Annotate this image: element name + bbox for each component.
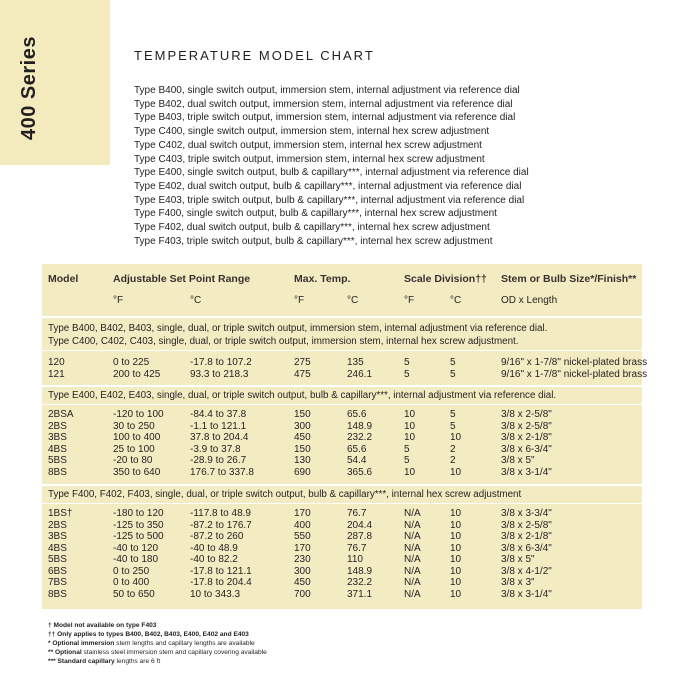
cell-scale-f: N/A [404,531,421,542]
cell-size: 3/8 x 5" [501,455,535,466]
type-description: Type F400, single switch output, bulb & capillary***, internal hex screw adjustment [134,208,497,220]
cell-scale-c: 5 [450,420,456,432]
cell-model: 121 [48,368,65,380]
cell-scale-f: N/A [404,519,421,531]
cell-range-f: 0 to 225 [113,357,150,368]
cell-max-f: 450 [294,577,311,588]
type-description: Type C403, triple switch output, immersion stem, internal hex screw adjustment [134,153,485,165]
cell-range-f: 30 to 250 [113,420,155,432]
cell-model: 2BSA [48,409,74,420]
cell-max-c: 232.2 [347,432,373,443]
cell-scale-c: 2 [450,455,456,466]
cell-range-c: -1.1 to 121.1 [190,420,247,432]
cell-size: 3/8 x 5" [501,554,535,565]
header-scale-division: Scale Division†† [404,273,487,285]
cell-range-c: -17.8 to 107.2 [190,357,252,368]
cell-max-c: 65.6 [347,409,367,420]
cell-max-c: 246.1 [347,368,373,380]
cell-size: 3/8 x 2-5/8" [501,519,552,531]
cell-max-c: 365.6 [347,466,373,478]
type-description: Type B402, dual switch output, immersion stem, internal adjustment via reference dial [134,98,513,110]
cell-model: 8BS [48,588,67,600]
section-note: Type C400, C402, C403, single, dual, or triple switch output, immersion stem, internal hex screw adjustment. [48,336,519,347]
unit-range-c: °C [190,295,202,306]
cell-size: 3/8 x 6-3/4" [501,443,552,455]
cell-max-f: 700 [294,588,311,600]
cell-max-c: 148.9 [347,420,373,432]
cell-range-f: 100 to 400 [113,432,161,443]
cell-range-c: 93.3 to 218.3 [190,368,249,380]
cell-model: 5BS [48,554,67,565]
cell-scale-f: N/A [404,565,421,577]
cell-range-f: -120 to 100 [113,409,164,420]
type-description-list [134,84,529,248]
section-note: Type E400, E402, E403, single, dual, or triple switch output, bulb & capillary***, internal adjustment via reference dial. [48,390,557,401]
cell-scale-f: N/A [404,542,421,554]
footnote: *** Standard capillary lengths are 6 ft [48,658,161,665]
cell-model: 2BS [48,420,67,432]
cell-scale-c: 10 [450,565,462,577]
cell-max-c: 204.4 [347,519,373,531]
cell-scale-c: 10 [450,432,462,443]
cell-model: 5BS [48,455,67,466]
cell-model: 6BS [48,565,67,577]
table-divider [42,385,642,387]
series-sidebar-band [0,0,110,165]
cell-range-f: 25 to 100 [113,443,155,455]
section-note: Type F400, F402, F403, single, dual, or triple switch output, bulb & capillary***, internal hex screw adjustment [48,489,522,500]
cell-scale-c: 10 [450,588,462,600]
cell-model: 7BS [48,577,67,588]
cell-scale-c: 10 [450,519,462,531]
cell-scale-c: 10 [450,466,462,478]
cell-max-c: 232.2 [347,577,373,588]
cell-range-c: 37.8 to 204.4 [190,432,249,443]
cell-scale-f: 10 [404,466,416,478]
type-description: Type F402, dual switch output, bulb & capillary***, internal hex screw adjustment [134,222,490,234]
cell-range-f: 0 to 400 [113,577,150,588]
cell-scale-f: N/A [404,588,421,600]
cell-model: 3BS [48,531,67,542]
unit-range-f: °F [113,295,124,306]
cell-model: 2BS [48,519,67,531]
cell-size: 3/8 x 2-5/8" [501,420,552,432]
cell-range-f: -125 to 350 [113,519,164,531]
table-divider [42,484,642,486]
cell-range-c: -87.2 to 176.7 [190,519,252,531]
cell-size: 9/16" x 1-7/8" nickel-plated brass [501,368,648,380]
cell-max-f: 170 [294,542,311,554]
header-model: Model [48,273,79,285]
cell-range-c: -3.9 to 37.8 [190,443,241,455]
cell-scale-f: 5 [404,443,410,455]
cell-range-f: 350 to 640 [113,466,161,478]
footnote: * Optional immersion stem lengths and capillary lengths are available [48,640,255,647]
type-description: Type F403, triple switch output, bulb & capillary***, internal hex screw adjustment [134,235,493,247]
unit-od-length: OD x Length [501,295,558,306]
cell-max-c: 110 [347,554,363,565]
cell-scale-c: 5 [450,368,456,380]
cell-max-f: 300 [294,420,311,432]
header-stem-size: Stem or Bulb Size*/Finish** [501,273,637,285]
cell-max-f: 450 [294,432,311,443]
unit-max-c: °C [347,295,359,306]
cell-range-f: 50 to 650 [113,588,155,600]
cell-range-c: -84.4 to 37.8 [190,409,247,420]
header-max-temp: Max. Temp. [294,273,351,285]
cell-scale-f: N/A [404,508,421,519]
cell-max-f: 130 [294,455,311,466]
type-description: Type C402, dual switch output, immersion stem, internal hex screw adjustment [134,139,482,151]
cell-max-f: 550 [294,531,311,542]
header-range: Adjustable Set Point Range [113,273,251,285]
cell-scale-f: N/A [404,554,421,565]
cell-max-f: 400 [294,519,311,531]
cell-max-c: 148.9 [347,565,373,577]
cell-size: 3/8 x 4-1/2" [501,565,552,577]
cell-scale-f: 10 [404,409,416,420]
cell-size: 3/8 x 2-5/8" [501,409,552,420]
cell-scale-f: 10 [404,432,416,443]
cell-scale-c: 10 [450,531,462,542]
table-divider [42,503,642,504]
table-divider [42,404,642,405]
cell-size: 3/8 x 3" [501,577,535,588]
cell-range-f: -20 to 80 [113,455,153,466]
cell-scale-f: 5 [404,368,410,380]
cell-size: 3/8 x 3-3/4" [501,508,552,519]
cell-scale-f: 5 [404,357,410,368]
type-description: Type E402, dual switch output, bulb & capillary***, internal adjustment via reference dial [134,180,522,192]
cell-scale-f: 5 [404,455,410,466]
cell-range-f: 200 to 425 [113,368,161,380]
type-description: Type B403, triple switch output, immersion stem, internal adjustment via reference dial [134,112,516,124]
type-description: Type E403, triple switch output, bulb & capillary***, internal adjustment via reference dial [134,194,525,206]
cell-size: 3/8 x 6-3/4" [501,542,552,554]
cell-scale-f: 10 [404,420,416,432]
cell-size: 3/8 x 2-1/8" [501,432,552,443]
cell-max-f: 275 [294,357,311,368]
cell-max-f: 690 [294,466,311,478]
cell-range-f: 0 to 250 [113,565,150,577]
cell-range-f: -40 to 180 [113,554,159,565]
cell-max-f: 300 [294,565,311,577]
cell-range-f: -40 to 120 [113,542,159,554]
cell-max-c: 76.7 [347,542,367,554]
cell-range-c: -17.8 to 204.4 [190,577,252,588]
series-label: 400 Series [18,36,40,140]
cell-model: 8BS [48,466,67,478]
cell-range-c: -40 to 48.9 [190,542,238,554]
cell-range-c: 10 to 343.3 [190,588,241,600]
cell-max-c: 287.8 [347,531,373,542]
footnote: † Model not available on type F403 [48,622,157,629]
unit-scale-c: °C [450,295,462,306]
cell-range-c: -87.2 to 260 [190,531,244,542]
type-description: Type E400, single switch output, bulb & capillary***, internal adjustment via reference dial [134,167,529,179]
cell-scale-c: 5 [450,357,456,368]
type-description: Type B400, single switch output, immersion stem, internal adjustment via reference dial [134,85,520,96]
cell-max-f: 150 [294,409,311,420]
footnote: †† Only applies to types B400, B402, B403, E400, E402 and E403 [48,631,249,638]
cell-model: 120 [48,357,65,368]
cell-max-c: 371.1 [347,588,373,600]
cell-max-c: 135 [347,357,364,368]
cell-model: 3BS [48,432,67,443]
table-divider [42,316,642,318]
cell-model: 4BS [48,542,67,554]
unit-scale-f: °F [404,295,415,306]
cell-size: 9/16" x 1-7/8" nickel-plated brass [501,357,648,368]
cell-scale-c: 10 [450,554,462,565]
cell-range-f: -125 to 500 [113,531,164,542]
cell-range-c: 176.7 to 337.8 [190,466,254,478]
cell-max-f: 475 [294,368,311,380]
cell-size: 3/8 x 2-1/8" [501,531,552,542]
cell-max-c: 76.7 [347,508,367,519]
page-title: TEMPERATURE MODEL CHART [134,48,375,63]
cell-max-f: 170 [294,508,311,519]
cell-max-c: 65.6 [347,443,367,455]
cell-size: 3/8 x 3-1/4" [501,588,552,600]
cell-scale-c: 5 [450,409,456,420]
cell-max-f: 150 [294,443,311,455]
section-note: Type B400, B402, B403, single, dual, or triple switch output, immersion stem, internal adjustment via reference dial. [48,323,548,334]
cell-model: 4BS [48,443,67,455]
cell-range-c: -40 to 82.2 [190,554,238,565]
cell-range-c: -17.8 to 121.1 [190,565,252,577]
cell-range-c: -117.8 to 48.9 [190,508,251,519]
table-divider [42,350,642,351]
cell-range-c: -28.9 to 26.7 [190,455,247,466]
cell-scale-f: N/A [404,577,421,588]
cell-range-f: -180 to 120 [113,508,164,519]
cell-scale-c: 10 [450,542,462,554]
cell-scale-c: 2 [450,443,456,455]
cell-max-c: 54.4 [347,455,367,466]
footnote: ** Optional stainless steel immersion stem and capillary covering available [48,649,267,656]
type-description: Type C400, single switch output, immersion stem, internal hex screw adjustment [134,126,490,138]
cell-size: 3/8 x 3-1/4" [501,466,552,478]
unit-max-f: °F [294,295,305,306]
cell-scale-c: 10 [450,508,462,519]
cell-max-f: 230 [294,554,311,565]
cell-scale-c: 10 [450,577,462,588]
cell-model: 1BS† [48,508,73,519]
